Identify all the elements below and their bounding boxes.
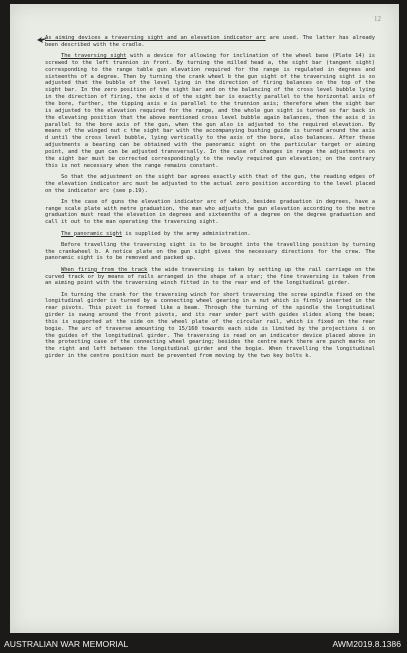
- page-number: 12: [374, 15, 381, 23]
- paragraph-text: are used. The latter has already been described with the cradle.: [45, 35, 375, 48]
- underlined-heading: As aiming devices a traversing sight and an elevation indicator arc: [45, 35, 266, 41]
- underlined-heading: The traversing sight: [61, 53, 127, 60]
- underlined-heading: The panoramic sight: [61, 230, 123, 237]
- paragraph-before-travelling: [45, 242, 375, 263]
- paragraph-elevation-indicator: [45, 199, 375, 226]
- paragraph-text: with a device for allowing for inclination of the wheel base (Plate 14) is screwed to the left trunnion in front. By turning the milled head a, the sight bar (tangent sight) corresponding to the range table gun elevation required for the range is regulated in degrees and sixteenths of a degree. Then by turning the crank wheel b the gun sight of the traversing sight is so adjusted that the bubble of the level lying in the direction of firing balances on the top of the sight bar. In the zero position of the sight bar and on the balancing of the cross level bubble lying in the direction of firing, the axis d of the sight bar is exactly parallel to the horizontal axis of the bore, further, the tipping axis e is parallel to the trunnion axis; therefore when the sight bar is adjusted to the elevation required for the range, and the whole gun sight is turned so far back in the elevating position that the above mentioned cross level bubble again balances, then the axis d is parallel to the bore axis of the gun, when the gun also is adjusted to the required elevation. By means of the winged nut c the sight bar with the accompanying bushing guide is turned around the axis d until the cross level bubble, lying vertically to the axis of the bore, also balances. After these adjustments a bearing can be obtained with the panoramic sight on the particular target or aiming point, and the gun can be adjusted transversally. In the case of changes in range the adjustments on the sight bar must be corrected correspondingly to the newly required gun elevation; on the contrary this is not necessary when the range remains constant.: [45, 53, 375, 169]
- paragraph-text: is supplied by the army administration.: [122, 230, 251, 237]
- archive-footer: [0, 635, 407, 653]
- paragraph-text: Before travelling the traversing sight is to be brought into the travelling position by turning the crankwheel b. A notice plate on the gun sight gives the necessary directions for the crew. The panoramic sight is to be removed and packed up.: [45, 241, 375, 262]
- paragraph-traversing-winch: [45, 292, 375, 360]
- paragraph-traversing-sight: [45, 53, 375, 169]
- paragraph-aiming-devices: [45, 35, 375, 49]
- footer-institution: AUSTRALIAN WAR MEMORIAL: [4, 639, 129, 649]
- paragraph-firing-from-track: [45, 267, 375, 288]
- footer-accession-number: AWM2019.8.1386: [332, 639, 401, 649]
- underlined-heading: When firing from the track: [61, 266, 148, 273]
- paragraph-text: the wide traversing is taken by setting up the rail carriage on the curved track or by means of rails arranged in the shape of a star; the fine traversing is taken from an aiming point with the traversing winch fitted in to the rear end of the longitudinal girder.: [45, 266, 375, 287]
- paragraph-text: So that the adjustment on the sight bar agrees exactly with that of the gun, the reading edges of the elevation indicator arc must be adjusted to the actual zero position according to the level placed on the indicator arc (see p.19).: [45, 173, 375, 194]
- paragraph-sight-adjustment: [45, 174, 375, 195]
- typed-text-body: [45, 35, 375, 364]
- paragraph-text: In the case of guns the elevation indicator arc of which, besides graduation in degrees, have a range scale plate with metre graduation, the man who adjusts the gun elevation according to the metre graduation must read the elevation in degrees and sixteenths of a degree on the degree graduation and call it out to the man operating the traversing sight.: [45, 198, 375, 226]
- paragraph-panoramic-sight: [45, 231, 375, 238]
- document-page: [10, 4, 399, 633]
- paragraph-text: In turning the crank for the traversing winch for short traversing the screw spindle fixed on the longitudinal girder is turned by a connecting wheel gearing in a nut which is firmly inserted in the rear pivots. This pivot is formed like a beam. Through the turning of the spindle the longitudinal girder is swung around the front pivots, and its rear under part with guides slides along the beam; this is supported at the side on the wheel plate of the circular rail, which is fixed on the rear bogie. The arc of traverse amounting to 15/160 towards each side is limited by the projections i on the guides of the longitudinal girder. The traversing is read on an indicator device placed above in the protecting case of the connecting wheel gearing; besides the centre mark there are punch marks on the right and left between the longitudinal girder and the bogie. When travelling the longitudinal girder in the centre position must be prevented from moving by the two key bolts k.: [45, 291, 375, 360]
